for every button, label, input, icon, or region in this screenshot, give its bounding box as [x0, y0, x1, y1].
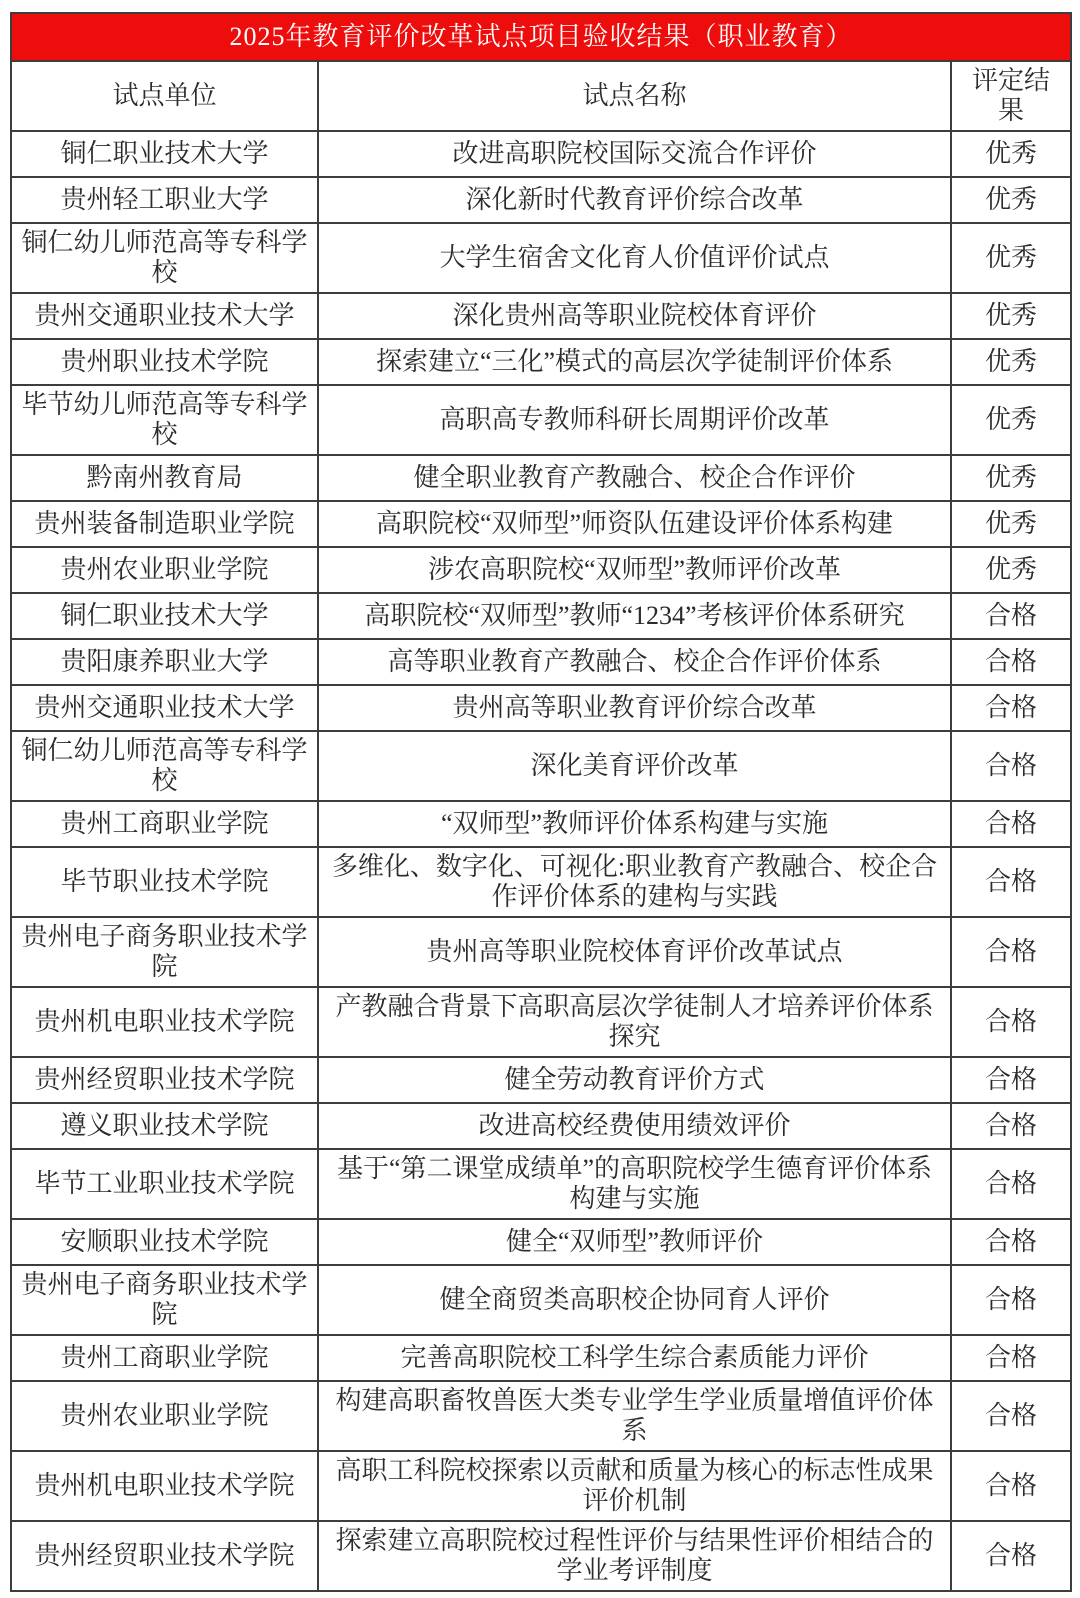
- result-cell: 合格: [951, 847, 1071, 917]
- unit-cell: 贵州职业技术学院: [11, 339, 318, 385]
- col-header-unit: 试点单位: [11, 61, 318, 131]
- result-cell: 合格: [951, 1265, 1071, 1335]
- project-cell: 探索建立高职院校过程性评价与结果性评价相结合的学业考评制度: [318, 1521, 951, 1591]
- table-row: [11, 639, 1071, 685]
- project-cell: 完善高职院校工科学生综合素质能力评价: [318, 1335, 951, 1381]
- result-cell: 合格: [951, 1057, 1071, 1103]
- project-cell: 健全商贸类高职校企协同育人评价: [318, 1265, 951, 1335]
- result-cell: 合格: [951, 639, 1071, 685]
- result-cell: 合格: [951, 731, 1071, 801]
- result-cell: 优秀: [951, 131, 1071, 177]
- table-row: [11, 1057, 1071, 1103]
- col-header-project: 试点名称: [318, 61, 951, 131]
- table-row: [11, 455, 1071, 501]
- unit-cell: 铜仁职业技术大学: [11, 593, 318, 639]
- project-cell: 健全劳动教育评价方式: [318, 1057, 951, 1103]
- result-cell: 优秀: [951, 339, 1071, 385]
- table-row: [11, 1335, 1071, 1381]
- unit-cell: 贵州交通职业技术大学: [11, 293, 318, 339]
- unit-cell: 贵州电子商务职业技术学院: [11, 1265, 318, 1335]
- project-cell: “双师型”教师评价体系构建与实施: [318, 801, 951, 847]
- unit-cell: 铜仁幼儿师范高等专科学校: [11, 223, 318, 293]
- result-cell: 合格: [951, 987, 1071, 1057]
- table-row: [11, 1265, 1071, 1335]
- unit-cell: 贵州工商职业学院: [11, 1335, 318, 1381]
- unit-cell: 贵州农业职业学院: [11, 1381, 318, 1451]
- project-cell: 产教融合背景下高职高层次学徒制人才培养评价体系探究: [318, 987, 951, 1057]
- table-title: 2025年教育评价改革试点项目验收结果（职业教育）: [11, 13, 1071, 61]
- result-cell: 合格: [951, 685, 1071, 731]
- unit-cell: 贵州工商职业学院: [11, 801, 318, 847]
- result-cell: 优秀: [951, 293, 1071, 339]
- table-row: [11, 1451, 1071, 1521]
- result-cell: 合格: [951, 1103, 1071, 1149]
- project-cell: 深化贵州高等职业院校体育评价: [318, 293, 951, 339]
- table-row: [11, 685, 1071, 731]
- project-cell: 深化美育评价改革: [318, 731, 951, 801]
- table-row: [11, 547, 1071, 593]
- result-cell: 优秀: [951, 455, 1071, 501]
- project-cell: 改进高校经费使用绩效评价: [318, 1103, 951, 1149]
- project-cell: 大学生宿舍文化育人价值评价试点: [318, 223, 951, 293]
- table-row: [11, 731, 1071, 801]
- result-cell: 合格: [951, 593, 1071, 639]
- table-row: [11, 987, 1071, 1057]
- project-cell: 高职高专教师科研长周期评价改革: [318, 385, 951, 455]
- result-cell: 合格: [951, 1451, 1071, 1521]
- project-cell: 健全“双师型”教师评价: [318, 1219, 951, 1265]
- table-row: [11, 1381, 1071, 1451]
- project-cell: 高职工科院校探索以贡献和质量为核心的标志性成果评价机制: [318, 1451, 951, 1521]
- unit-cell: 贵州农业职业学院: [11, 547, 318, 593]
- table-row: [11, 1219, 1071, 1265]
- table-row: [11, 1149, 1071, 1219]
- unit-cell: 贵阳康养职业大学: [11, 639, 318, 685]
- unit-cell: 铜仁职业技术大学: [11, 131, 318, 177]
- unit-cell: 贵州交通职业技术大学: [11, 685, 318, 731]
- table-row: [11, 917, 1071, 987]
- title-row: [11, 13, 1071, 61]
- unit-cell: 毕节幼儿师范高等专科学校: [11, 385, 318, 455]
- table-row: [11, 593, 1071, 639]
- unit-cell: 贵州电子商务职业技术学院: [11, 917, 318, 987]
- table-row: [11, 501, 1071, 547]
- result-cell: 合格: [951, 1149, 1071, 1219]
- table-row: [11, 293, 1071, 339]
- project-cell: 构建高职畜牧兽医大类专业学生学业质量增值评价体系: [318, 1381, 951, 1451]
- table-row: [11, 131, 1071, 177]
- project-cell: 多维化、数字化、可视化:职业教育产教融合、校企合作评价体系的建构与实践: [318, 847, 951, 917]
- column-header-row: [11, 61, 1071, 131]
- project-cell: 基于“第二课堂成绩单”的高职院校学生德育评价体系构建与实施: [318, 1149, 951, 1219]
- col-header-result: 评定结果: [951, 61, 1071, 131]
- result-cell: 合格: [951, 1381, 1071, 1451]
- result-cell: 优秀: [951, 547, 1071, 593]
- unit-cell: 遵义职业技术学院: [11, 1103, 318, 1149]
- table-row: [11, 1521, 1071, 1591]
- unit-cell: 贵州经贸职业技术学院: [11, 1057, 318, 1103]
- table-row: [11, 339, 1071, 385]
- unit-cell: 贵州轻工职业大学: [11, 177, 318, 223]
- table-row: [11, 177, 1071, 223]
- unit-cell: 安顺职业技术学院: [11, 1219, 318, 1265]
- unit-cell: 贵州经贸职业技术学院: [11, 1521, 318, 1591]
- table-row: [11, 801, 1071, 847]
- unit-cell: 贵州机电职业技术学院: [11, 987, 318, 1057]
- project-cell: 贵州高等职业院校体育评价改革试点: [318, 917, 951, 987]
- result-cell: 优秀: [951, 385, 1071, 455]
- table-row: [11, 847, 1071, 917]
- result-cell: 优秀: [951, 501, 1071, 547]
- result-cell: 合格: [951, 1335, 1071, 1381]
- table-row: [11, 1103, 1071, 1149]
- results-table: [10, 12, 1072, 1592]
- project-cell: 健全职业教育产教融合、校企合作评价: [318, 455, 951, 501]
- project-cell: 高等职业教育产教融合、校企合作评价体系: [318, 639, 951, 685]
- result-cell: 优秀: [951, 177, 1071, 223]
- result-cell: 优秀: [951, 223, 1071, 293]
- unit-cell: 毕节职业技术学院: [11, 847, 318, 917]
- project-cell: 高职院校“双师型”教师“1234”考核评价体系研究: [318, 593, 951, 639]
- unit-cell: 贵州机电职业技术学院: [11, 1451, 318, 1521]
- result-cell: 合格: [951, 917, 1071, 987]
- table-body: [11, 131, 1071, 1591]
- result-cell: 合格: [951, 801, 1071, 847]
- project-cell: 改进高职院校国际交流合作评价: [318, 131, 951, 177]
- table-row: [11, 385, 1071, 455]
- project-cell: 涉农高职院校“双师型”教师评价改革: [318, 547, 951, 593]
- project-cell: 探索建立“三化”模式的高层次学徒制评价体系: [318, 339, 951, 385]
- table-row: [11, 223, 1071, 293]
- result-cell: 合格: [951, 1521, 1071, 1591]
- unit-cell: 黔南州教育局: [11, 455, 318, 501]
- project-cell: 深化新时代教育评价综合改革: [318, 177, 951, 223]
- unit-cell: 铜仁幼儿师范高等专科学校: [11, 731, 318, 801]
- project-cell: 高职院校“双师型”师资队伍建设评价体系构建: [318, 501, 951, 547]
- project-cell: 贵州高等职业教育评价综合改革: [318, 685, 951, 731]
- result-cell: 合格: [951, 1219, 1071, 1265]
- unit-cell: 贵州装备制造职业学院: [11, 501, 318, 547]
- unit-cell: 毕节工业职业技术学院: [11, 1149, 318, 1219]
